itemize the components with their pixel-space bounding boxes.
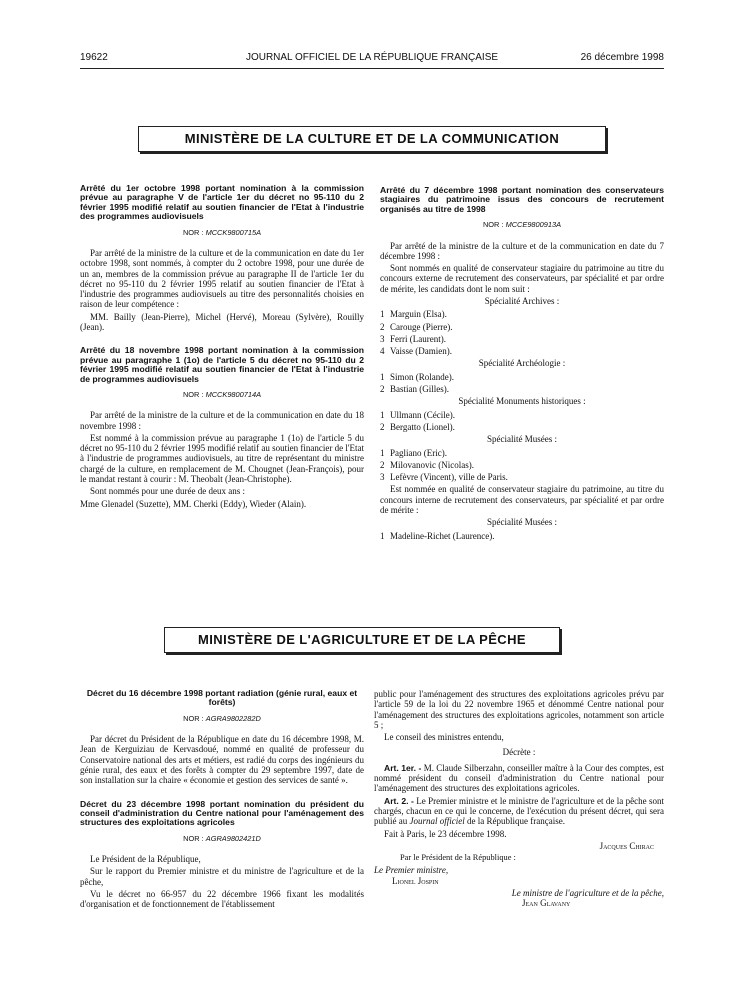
candidate-name: Simon (Rolande). (390, 371, 454, 382)
agriculture-right-column (374, 689, 664, 909)
page-number: 19622 (80, 52, 108, 63)
arrete-2-duration: Sont nommés pour une durée de deux ans : (90, 486, 245, 497)
arrete-3-nor (380, 220, 664, 230)
ministry-culture-box (138, 126, 606, 152)
page-header (80, 52, 664, 68)
article-1-text: M. Claude Silberzahn, conseiller maître à la Cour des comptes, est nommé président du conseil d'administration du Centre national pour l'aménagement des structures des exploitations agricoles. (374, 762, 664, 794)
nor-label: NOR : (183, 833, 204, 843)
fait-a-paris: Fait à Paris, le 23 décembre 1998. (384, 828, 507, 839)
minister-name: Jean Glavany (522, 898, 571, 909)
candidate-list (380, 309, 664, 356)
header-rule (80, 68, 664, 69)
candidate-rank: 1 (380, 530, 385, 541)
specialty-archives: Spécialité Archives : (484, 296, 560, 306)
pm-name: Lionel Jospin (392, 875, 439, 886)
specialty-monuments: Spécialité Monuments historiques : (458, 396, 586, 407)
arrete-2-nor (80, 390, 364, 400)
nor-code: AGRA9802282D (205, 713, 261, 723)
arrete-2-intro: Par arrêté de la ministre de la culture et de la communication en date du 18 novembre 1998 : (80, 410, 364, 431)
candidate-item (380, 309, 664, 319)
article-2-text-a: Le Premier ministre et le ministre de l'agriculture et de la pêche sont chargés, chacun en ce qui le concerne, de l'exécution du présent décret, qui sera publié au (374, 795, 664, 827)
article-2-text-b: de la République française. (467, 816, 565, 827)
candidate-name: Ferri (Laurent). (390, 333, 446, 344)
candidate-rank: 3 (380, 472, 385, 483)
candidate-item (380, 346, 664, 356)
specialty-archeologie: Spécialité Archéologie : (478, 358, 566, 369)
decrete-heading: Décrète : (502, 747, 536, 758)
pm-title: Le Premier ministre, (374, 865, 449, 876)
candidate-rank: 3 (380, 333, 385, 344)
candidate-rank: 2 (380, 321, 385, 332)
article-1 (374, 763, 664, 794)
ministry-agriculture-title: MINISTÈRE DE L'AGRICULTURE ET DE LA PÊCHE (198, 632, 526, 647)
journal-officiel-italic: Journal officiel (409, 816, 465, 827)
article-2 (374, 796, 664, 827)
specialty-musees-internal: Spécialité Musées : (487, 517, 557, 528)
conseil-ministres: Le conseil des ministres entendu, (384, 732, 504, 743)
candidate-name: Bergatto (Lionel). (390, 421, 455, 432)
signature-president: Jacques Chirac (599, 840, 654, 851)
candidate-rank: 2 (380, 421, 385, 432)
specialty-musees: Spécialité Musées : (487, 434, 557, 445)
arrete-2-members: Mme Glenadel (Suzette), MM. Cherki (Eddy), Wieder (Alain). (80, 498, 307, 509)
candidate-name: Milovanovic (Nicolas). (390, 459, 474, 470)
decret-1-nor (80, 714, 364, 724)
arrete-3-body: Sont nommés en qualité de conservateur stagiaire du patrimoine au titre du concours externe de recrutement des conservateurs, par spécialité et par ordre de mérite, les candidats dont le nom suit : (380, 263, 664, 294)
candidate-rank: 1 (380, 447, 385, 458)
ministry-agriculture-box (164, 627, 560, 653)
candidate-rank: 1 (380, 371, 385, 382)
nor-code: AGRA9802421D (205, 833, 261, 843)
issue-date: 26 décembre 1998 (580, 52, 664, 63)
minister-title: Le ministre de l'agriculture et de la pêche, (511, 888, 664, 899)
candidate-rank: 2 (380, 384, 385, 395)
candidate-rank: 4 (380, 346, 385, 357)
nor-code: MCCE9800913A (505, 220, 562, 230)
arrete-3-intro: Par arrêté de la ministre de la culture et de la communication en date du 7 décembre 1998 : (380, 240, 664, 261)
candidate-item (380, 448, 664, 458)
journal-title: JOURNAL OFFICIEL DE LA RÉPUBLIQUE FRANÇAISE (245, 52, 499, 63)
decret-2-vu: Vu le décret no 66-957 du 22 décembre 1966 fixant les modalités d'organisation et de fonctionnement de l'établissement (80, 889, 364, 910)
candidate-rank: 2 (380, 459, 385, 470)
candidate-item (380, 472, 664, 482)
candidate-item (380, 531, 664, 541)
nor-label: NOR : (182, 227, 204, 237)
decret-1-title: Décret du 16 décembre 1998 portant radiation (génie rural, eaux et forêts) (86, 688, 358, 708)
article-1-label: Art. 1er. - (384, 762, 422, 773)
candidate-name: Marguin (Elsa). (390, 309, 447, 320)
candidate-item (380, 384, 664, 394)
arrete-2-body: Est nommé à la commission prévue au paragraphe 1 (1o) de l'article 5 du décret no 95-110 du 2 février 1995 modifié relatif au soutien financier de l'Etat à l'industrie de programmes audiovisuels, au titre de représentant du ministre chargé de la culture, en remplacement de M. Chougnet (Jean-François), pour le mandat restant à courir : M. Theobalt (Jean-Christophe). (80, 432, 364, 484)
candidate-item (380, 460, 664, 470)
arrete-3-internal: Est nommée en qualité de conservateur stagiaire du patrimoine, au titre du concours interne de recrutement des conservateurs, par spécialité et par ordre de mérite : (380, 484, 664, 516)
candidate-name: Bastian (Gilles). (390, 384, 449, 395)
candidate-list (380, 410, 664, 433)
arrete-3-title: Arrêté du 7 décembre 1998 portant nomination des conservateurs stagiaires du patrimoine issus des concours de recrutement organisés au titre de 1998 (380, 185, 664, 214)
par-le-president: Par le Président de la République : (400, 853, 516, 863)
nor-label: NOR : (182, 389, 204, 399)
decret-2-nor (80, 834, 364, 844)
candidate-list (380, 531, 664, 541)
arrete-1-nor (80, 228, 364, 238)
article-2-label: Art. 2. - (384, 795, 414, 806)
decret-2-continued: public pour l'aménagement des structures des exploitations agricoles prévu par l'article 59 de la loi du 22 novembre 1965 et dénommé Centre national pour l'aménagement des structures des exploitations agricoles, notamment son article 5 ; (374, 689, 664, 730)
candidate-list (380, 448, 664, 483)
nor-label: NOR : (183, 713, 204, 723)
arrete-2-title: Arrêté du 18 novembre 1998 portant nomination à la commission prévue au paragraphe 1 (1o) de l'article 5 du décret no 95-110 du 2 février 1995 modifié relatif au soutien financier de l'Etat à l'industrie de programmes audiovisuels (80, 345, 364, 384)
decret-2-president: Le Président de la République, (90, 854, 201, 865)
culture-right-column (380, 186, 664, 543)
nor-code: MCCK9800715A (205, 227, 262, 237)
candidate-name: Pagliano (Eric). (390, 447, 447, 458)
decret-2-rapport: Sur le rapport du Premier ministre et du ministre de l'agriculture et de la pêche, (80, 866, 364, 887)
candidate-name: Madeline-Richet (Laurence). (390, 530, 495, 541)
arrete-1-title: Arrêté du 1er octobre 1998 portant nomination à la commission prévue au paragraphe V de l'article 1er du décret no 95-110 du 2 février 1995 modifié relatif au soutien financier de l'Etat à l'industrie des programmes audiovisuels (80, 183, 364, 222)
candidate-item (380, 410, 664, 420)
candidate-list (380, 372, 664, 395)
candidate-rank: 1 (380, 309, 385, 320)
candidate-name: Vaisse (Damien). (390, 346, 452, 357)
candidate-name: Carouge (Pierre). (390, 321, 453, 332)
candidate-rank: 1 (380, 409, 385, 420)
arrete-1-body: Par arrêté de la ministre de la culture et de la communication en date du 1er octobre 1998, sont nommés, à compter du 2 octobre 1998, pour une durée de un an, membres de la commission prévue au paragraphe II de l'article 1er du décret no 95-110 du 2 février 1995 relatif au soutien financier de l'Etat à l'industrie des programmes audiovisuels au titre des personnalités choisies en raison de leur compétence : (80, 247, 364, 310)
nor-code: MCCK9800714A (205, 389, 262, 399)
candidate-name: Lefèvre (Vincent), ville de Paris. (390, 472, 508, 483)
candidate-name: Ullmann (Cécile). (390, 409, 455, 420)
candidate-item (380, 422, 664, 432)
candidate-item (380, 334, 664, 344)
arrete-1-members: MM. Bailly (Jean-Pierre), Michel (Hervé), Moreau (Sylvère), Rouilly (Jean). (80, 311, 364, 332)
nor-label: NOR : (482, 220, 504, 230)
culture-left-column (80, 184, 364, 511)
agriculture-left-column (80, 689, 364, 912)
ministry-culture-title: MINISTÈRE DE LA CULTURE ET DE LA COMMUNICATION (184, 131, 560, 146)
candidate-item (380, 372, 664, 382)
decret-1-body: Par décret du Président de la République en date du 16 décembre 1998, M. Jean de Kerguiziau de Kervasdoué, nommé en qualité de professeur du Conservatoire national des arts et métiers, est radié du corps des ingénieurs du génie rural, des eaux et des forêts à compter du 29 septembre 1997, date de son installation sur la chaire « économie et gestion des services de santé ». (80, 734, 364, 786)
candidate-item (380, 322, 664, 332)
decret-2-title: Décret du 23 décembre 1998 portant nomination du président du conseil d'administration du Centre national pour l'aménagement des structures des exploitations agricoles (80, 798, 364, 828)
